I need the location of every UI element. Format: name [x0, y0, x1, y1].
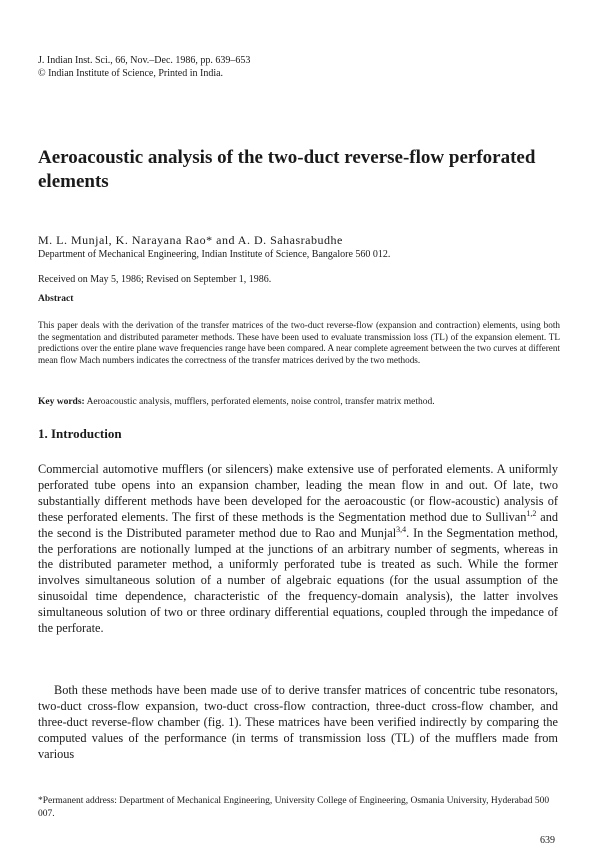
page-number: 639 — [540, 835, 555, 846]
abstract-text: This paper deals with the derivation of the transfer matrices of the two-duct reverse-flow (expansion and contraction) elements, using both the segmentation and distributed parameter methods. These have been used to evaluate transmission loss (TL) of the expansion element. TL predictions over the entire plane wave frequencies range have been compared. A near complete agreement between the two curves at different mean flow Mach numbers indicates the correctness of the transfer matrices derived by the two methods. — [38, 320, 560, 365]
para1-text-c: . In the Segmentation method, the perforations are notionally lumped at the junctions of an arbitrary number of segments, whereas in the distributed parameter method, a uniformly perforated tube is treated as such. While the former involves simultaneous solution of a number of algebraic equations (for the usual assumption of the sinusoidal time dependence, characteristic of the frequency-domain analysis), the latter involves simultaneous solution of two or three ordinary differential equations, coupled through the impedance of the perforate. — [38, 525, 559, 636]
paper-title: Aeroacoustic analysis of the two-duct reverse-flow perforated elements — [38, 147, 536, 192]
journal-header — [38, 54, 250, 80]
section-heading: 1. Introduction — [38, 426, 122, 441]
author-list: M. L. Munjal, K. Narayana Rao* and A. D. Sahasrabudhe — [38, 233, 343, 247]
body-paragraph-2: Both these methods have been made use of to derive transfer matrices of concentric tube resonators, two-duct cross-flow expansion, two-duct cross-flow contraction, three-duct cross-flow chamber, and three-duct reverse-flow chamber (fig. 1). These matrices have been verified indirectly by comparing the computed values of the performance (in terms of transmission loss (TL) of the mufflers made from various — [38, 683, 558, 761]
citation-ref-2: 3,4 — [396, 524, 407, 534]
footnote: *Permanent address: Department of Mechanical Engineering, University College of Engineering, Osmania University, Hyderabad 500 007. — [38, 796, 550, 819]
keywords — [38, 397, 568, 407]
copyright-notice: © Indian Institute of Science, Printed in India. — [38, 68, 224, 79]
para1-text-a: Commercial automotive mufflers (or silencers) make extensive use of perforated elements. A uniformly perforated tube opens into an expansion chamber, leading the mean flow in and out. Of late, two substantially different methods have been developed for the aeroacoustic (or flow-acoustic) analysis of these perforated elements. The first of these methods is the Segmentation method due to Sullivan — [38, 462, 558, 524]
citation-ref-1: 1,2 — [526, 508, 537, 518]
keywords-text: Aeroacoustic analysis, mufflers, perforated elements, noise control, transfer matrix method. — [86, 397, 435, 407]
para1-text-b: and the second is the Distributed parameter method due to Rao and Munjal — [38, 509, 558, 540]
abstract-heading: Abstract — [38, 294, 74, 304]
body-paragraph-1 — [38, 462, 558, 637]
received-dates: Received on May 5, 1986; Revised on September 1, 1986. — [38, 274, 272, 285]
keywords-label: Key words: — [38, 397, 85, 407]
affiliation: Department of Mechanical Engineering, Indian Institute of Science, Bangalore 560 012. — [38, 249, 391, 260]
journal-citation: J. Indian Inst. Sci., 66, Nov.–Dec. 1986, pp. 639–653 — [38, 55, 251, 66]
